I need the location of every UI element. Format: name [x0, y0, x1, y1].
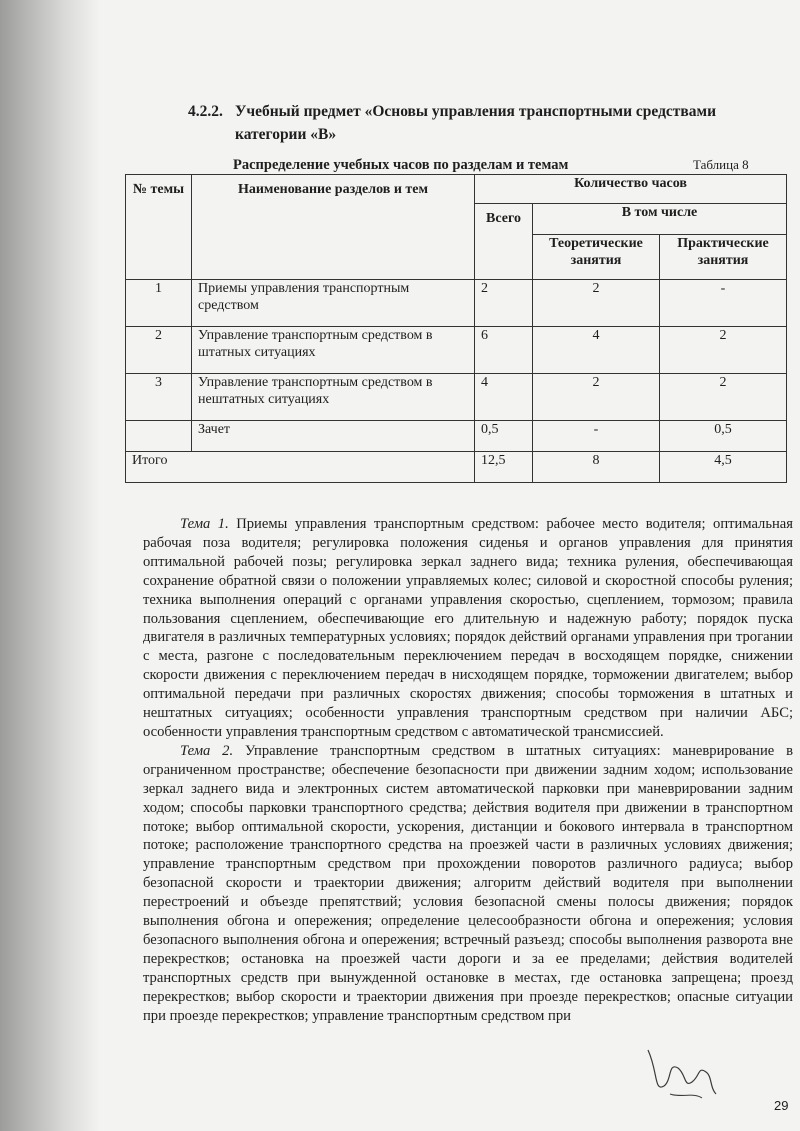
total-practice: 4,5 — [660, 452, 787, 483]
topic-lead: Тема 2. — [180, 742, 234, 759]
table-row — [126, 327, 787, 374]
signature-mark — [640, 1042, 720, 1102]
body-text — [143, 515, 793, 1025]
row-name: Зачет — [192, 421, 475, 452]
topic-lead: Тема 1. — [180, 516, 229, 532]
row-num — [126, 421, 192, 452]
section-title: Учебный предмет «Основы управления транспортными средствами категории «В» — [235, 103, 717, 143]
header-theory: Теоретические занятия — [533, 235, 660, 280]
row-num: 2 — [126, 327, 192, 374]
row-num: 1 — [126, 280, 192, 327]
total-label: Итого — [126, 452, 475, 483]
table-row — [126, 374, 787, 421]
row-total: 6 — [475, 327, 533, 374]
topic-text: Приемы управления транспортным средством: рабочее место водителя; оптимальная рабочая поза водителя; регулировка положения сиденья и органов управления для принятия оптимальной рабочей позы; регулировка зеркал заднего вида; техника руления, обеспечивающая сохранение обратной связи о положении управляемых колес; силовой и скоростной способы руления; техника выполнения операций с органами управления скоростью, сцеплением, тормозом; правила пользования сцеплением, обеспечивающие его длительную и надежную работу; порядок пуска двигателя в различных температурных условиях; порядок действий органами управления при трогании с места, разгоне с последовательным переключением передач в восходящем порядке, снижении скорости движения с переключением передач в нисходящем порядке, торможении двигателем; выбор оптимальной передачи при различных скоростях движения; способы торможения в штатных и нештатных ситуациях; особенности управления транспортным средством при наличии АБС; особенности управления транспортным средством с автоматической трансмиссией. — [143, 516, 793, 740]
row-total: 2 — [475, 280, 533, 327]
section-number: 4.2.2. — [188, 103, 223, 120]
hours-table — [125, 174, 787, 483]
row-theory: 2 — [533, 374, 660, 421]
table-row — [126, 280, 787, 327]
table-total-row — [126, 452, 787, 483]
page-number: 29 — [774, 1098, 789, 1113]
header-including: В том числе — [533, 204, 787, 235]
table-label: Таблица 8 — [693, 157, 749, 172]
row-num: 3 — [126, 374, 192, 421]
row-name: Приемы управления транспортным средством — [192, 280, 475, 327]
row-total: 4 — [475, 374, 533, 421]
table-row — [126, 421, 787, 452]
table-header-row — [126, 175, 787, 204]
row-theory: 2 — [533, 280, 660, 327]
row-theory: - — [533, 421, 660, 452]
table-caption: Распределение учебных часов по разделам и темам — [233, 157, 569, 173]
paragraph-topic-1 — [143, 515, 793, 742]
header-num: № темы — [126, 175, 192, 280]
row-theory: 4 — [533, 327, 660, 374]
row-practice: 2 — [660, 374, 787, 421]
row-total: 0,5 — [475, 421, 533, 452]
header-hours: Количество часов — [475, 175, 787, 204]
header-practice: Практические занятия — [660, 235, 787, 280]
total-total: 12,5 — [475, 452, 533, 483]
total-theory: 8 — [533, 452, 660, 483]
row-practice: - — [660, 280, 787, 327]
paragraph-topic-2 — [143, 742, 793, 1026]
row-name: Управление транспортным средством в нештатных ситуациях — [192, 374, 475, 421]
row-name: Управление транспортным средством в штатных ситуациях — [192, 327, 475, 374]
row-practice: 2 — [660, 327, 787, 374]
header-total: Всего — [475, 204, 533, 280]
topic-text: Управление транспортным средством в штатных ситуациях: маневрирование в ограниченном пространстве; обеспечение безопасности при движении задним ходом; использование зеркал заднего вида и электронных систем автоматической парковки при маневрировании задним ходом; способы парковки транспортного средства; действия водителя при движении в транспортном потоке; выбор оптимальной скорости, ускорения, дистанции и бокового интервала в транспортном потоке; расположение транспортного средства на проезжей части в различных условиях движения; управление транспортным средством при прохождении поворотов различного радиуса; выбор безопасной скорости и траектории движения; алгоритм действий водителя при выполнении перестроений и объезде препятствий; условия безопасной смены полосы движения; порядок выполнения обгона и опережения; определение целесообразности обгона и опережения; условия безопасного выполнения обгона и опережения; встречный разъезд; способы выполнения разворота вне перекрестков; остановка на проезжей части дороги и за ее пределами; действия водителей транспортных средств при вынужденной остановке в местах, где остановка запрещена; проезд перекрестков; выбор скорости и траектории движения при проезде перекрестков; опасные ситуации при проезде перекрестков; управление транспортным средством при — [143, 742, 793, 1024]
header-name: Наименование разделов и тем — [192, 175, 475, 280]
row-practice: 0,5 — [660, 421, 787, 452]
